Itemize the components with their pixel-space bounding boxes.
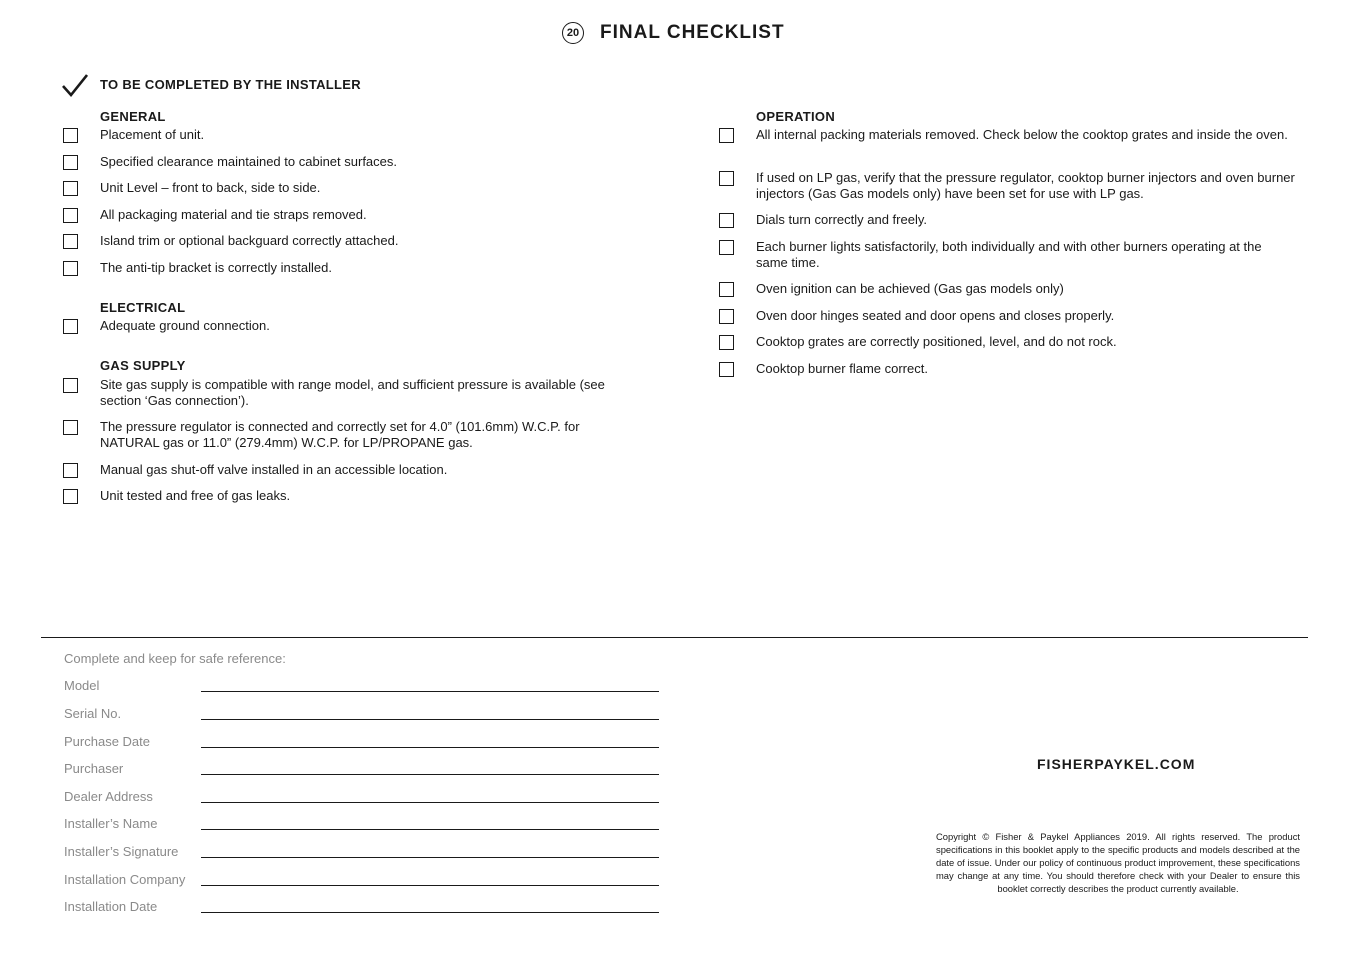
reference-field-dealer-address[interactable] [64, 789, 660, 809]
checklist-item[interactable] [756, 308, 1296, 324]
installer-heading: TO BE COMPLETED BY THE INSTALLER [100, 77, 361, 92]
checkbox-icon[interactable] [63, 378, 78, 393]
checklist-item[interactable] [100, 419, 640, 451]
item-text: Each burner lights satisfactorily, both individually and with other burners operating at the same time. [756, 239, 1262, 270]
field-label: Installation Date [64, 899, 158, 914]
checklist-item[interactable] [100, 377, 640, 409]
field-label: Installer’s Name [64, 816, 158, 831]
checklist-item[interactable] [100, 154, 640, 170]
section-heading-gas-supply: GAS SUPPLY [100, 358, 186, 373]
checklist-item[interactable] [756, 127, 1296, 143]
checklist-item[interactable] [100, 180, 640, 196]
checkbox-icon[interactable] [63, 208, 78, 223]
copyright-notice: Copyright © Fisher & Paykel Appliances 2019. All rights reserved. The product specifications in this booklet apply to the specific products and models described at the date of issue. Under our policy of continuous product improvement, these specifications may change at any time. You should therefore check with your Dealer to ensure this booklet correctly describes the product currently available. [936, 831, 1300, 894]
checklist-item[interactable] [756, 334, 1296, 350]
checkbox-icon[interactable] [719, 240, 734, 255]
checkbox-icon[interactable] [63, 155, 78, 170]
checklist-item[interactable] [756, 212, 1296, 228]
item-text: Unit Level – front to back, side to side. [100, 180, 321, 195]
field-line[interactable] [201, 857, 659, 858]
checkbox-icon[interactable] [63, 181, 78, 196]
item-text: Site gas supply is compatible with range model, and sufficient pressure is available (see section ‘Gas connection’). [100, 377, 605, 408]
checkbox-icon[interactable] [719, 362, 734, 377]
checklist-item[interactable] [100, 260, 640, 276]
field-line[interactable] [201, 912, 659, 913]
field-label: Serial No. [64, 706, 122, 721]
checkbox-icon[interactable] [719, 309, 734, 324]
checkbox-icon[interactable] [63, 463, 78, 478]
checklist-item[interactable] [756, 239, 1296, 271]
checkbox-icon[interactable] [63, 420, 78, 435]
item-text: All internal packing materials removed. Check below the cooktop grates and inside the oven. [756, 127, 1288, 142]
checklist-item[interactable] [100, 207, 640, 223]
field-line[interactable] [201, 802, 659, 803]
field-label: Purchase Date [64, 734, 150, 749]
checkbox-icon[interactable] [719, 282, 734, 297]
item-text: The anti-tip bracket is correctly installed. [100, 260, 332, 275]
field-line[interactable] [201, 747, 659, 748]
section-heading-operation: OPERATION [756, 109, 836, 124]
item-text: Unit tested and free of gas leaks. [100, 488, 291, 503]
item-text: Cooktop grates are correctly positioned, level, and do not rock. [756, 334, 1117, 349]
reference-field-installer-name[interactable] [64, 816, 660, 836]
checkbox-icon[interactable] [719, 213, 734, 228]
section-divider [41, 637, 1308, 638]
reference-field-model[interactable] [64, 678, 660, 698]
item-text: Adequate ground connection. [100, 318, 270, 333]
item-text: If used on LP gas, verify that the pressure regulator, cooktop burner injectors and oven burner injectors (Gas Gas models only) have been set for use with LP gas. [756, 170, 1295, 201]
checklist-item[interactable] [100, 488, 640, 504]
page-number-badge: 20 [562, 22, 584, 44]
reference-field-purchaser[interactable] [64, 761, 660, 781]
item-text: Manual gas shut-off valve installed in an accessible location. [100, 462, 448, 477]
section-heading-electrical: ELECTRICAL [100, 300, 186, 315]
reference-field-installer-signature[interactable] [64, 844, 660, 864]
checkbox-icon[interactable] [63, 128, 78, 143]
field-label: Model [64, 678, 100, 693]
reference-field-installation-company[interactable] [64, 872, 660, 892]
checkbox-icon[interactable] [719, 335, 734, 350]
item-text: Oven door hinges seated and door opens and closes properly. [756, 308, 1115, 323]
checkbox-icon[interactable] [63, 261, 78, 276]
checklist-item[interactable] [100, 462, 640, 478]
field-label: Installation Company [64, 872, 186, 887]
reference-field-purchase-date[interactable] [64, 734, 660, 754]
field-line[interactable] [201, 829, 659, 830]
reference-field-serial[interactable] [64, 706, 660, 726]
website-link[interactable]: FISHERPAYKEL.COM [1037, 756, 1196, 772]
checklist-item[interactable] [100, 127, 640, 143]
field-label: Dealer Address [64, 789, 153, 804]
checklist-item[interactable] [100, 318, 640, 334]
checklist-item[interactable] [100, 233, 640, 249]
checklist-item[interactable] [756, 170, 1296, 202]
checklist-item[interactable] [756, 361, 1296, 377]
item-text: The pressure regulator is connected and correctly set for 4.0” (101.6mm) W.C.P. for NATURAL gas or 11.0” (279.4mm) W.C.P. for LP/PROPANE gas. [100, 419, 580, 450]
item-text: Cooktop burner flame correct. [756, 361, 928, 376]
field-label: Purchaser [64, 761, 124, 776]
checkmark-icon [62, 74, 88, 98]
field-line[interactable] [201, 691, 659, 692]
checklist-item[interactable] [756, 281, 1296, 297]
reference-field-installation-date[interactable] [64, 899, 660, 919]
section-heading-general: GENERAL [100, 109, 166, 124]
item-text: Oven ignition can be achieved (Gas gas models only) [756, 281, 1064, 296]
item-text: Island trim or optional backguard correctly attached. [100, 233, 399, 248]
reference-intro: Complete and keep for safe reference: [64, 651, 286, 666]
item-text: All packaging material and tie straps removed. [100, 207, 367, 222]
checkbox-icon[interactable] [63, 489, 78, 504]
page-title: FINAL CHECKLIST [600, 22, 785, 43]
checkbox-icon[interactable] [719, 128, 734, 143]
field-label: Installer’s Signature [64, 844, 179, 859]
field-line[interactable] [201, 774, 659, 775]
field-line[interactable] [201, 719, 659, 720]
item-text: Specified clearance maintained to cabinet surfaces. [100, 154, 398, 169]
checkbox-icon[interactable] [63, 319, 78, 334]
field-line[interactable] [201, 885, 659, 886]
item-text: Dials turn correctly and freely. [756, 212, 927, 227]
item-text: Placement of unit. [100, 127, 205, 142]
checkbox-icon[interactable] [719, 171, 734, 186]
page-header [0, 20, 1350, 48]
checkbox-icon[interactable] [63, 234, 78, 249]
